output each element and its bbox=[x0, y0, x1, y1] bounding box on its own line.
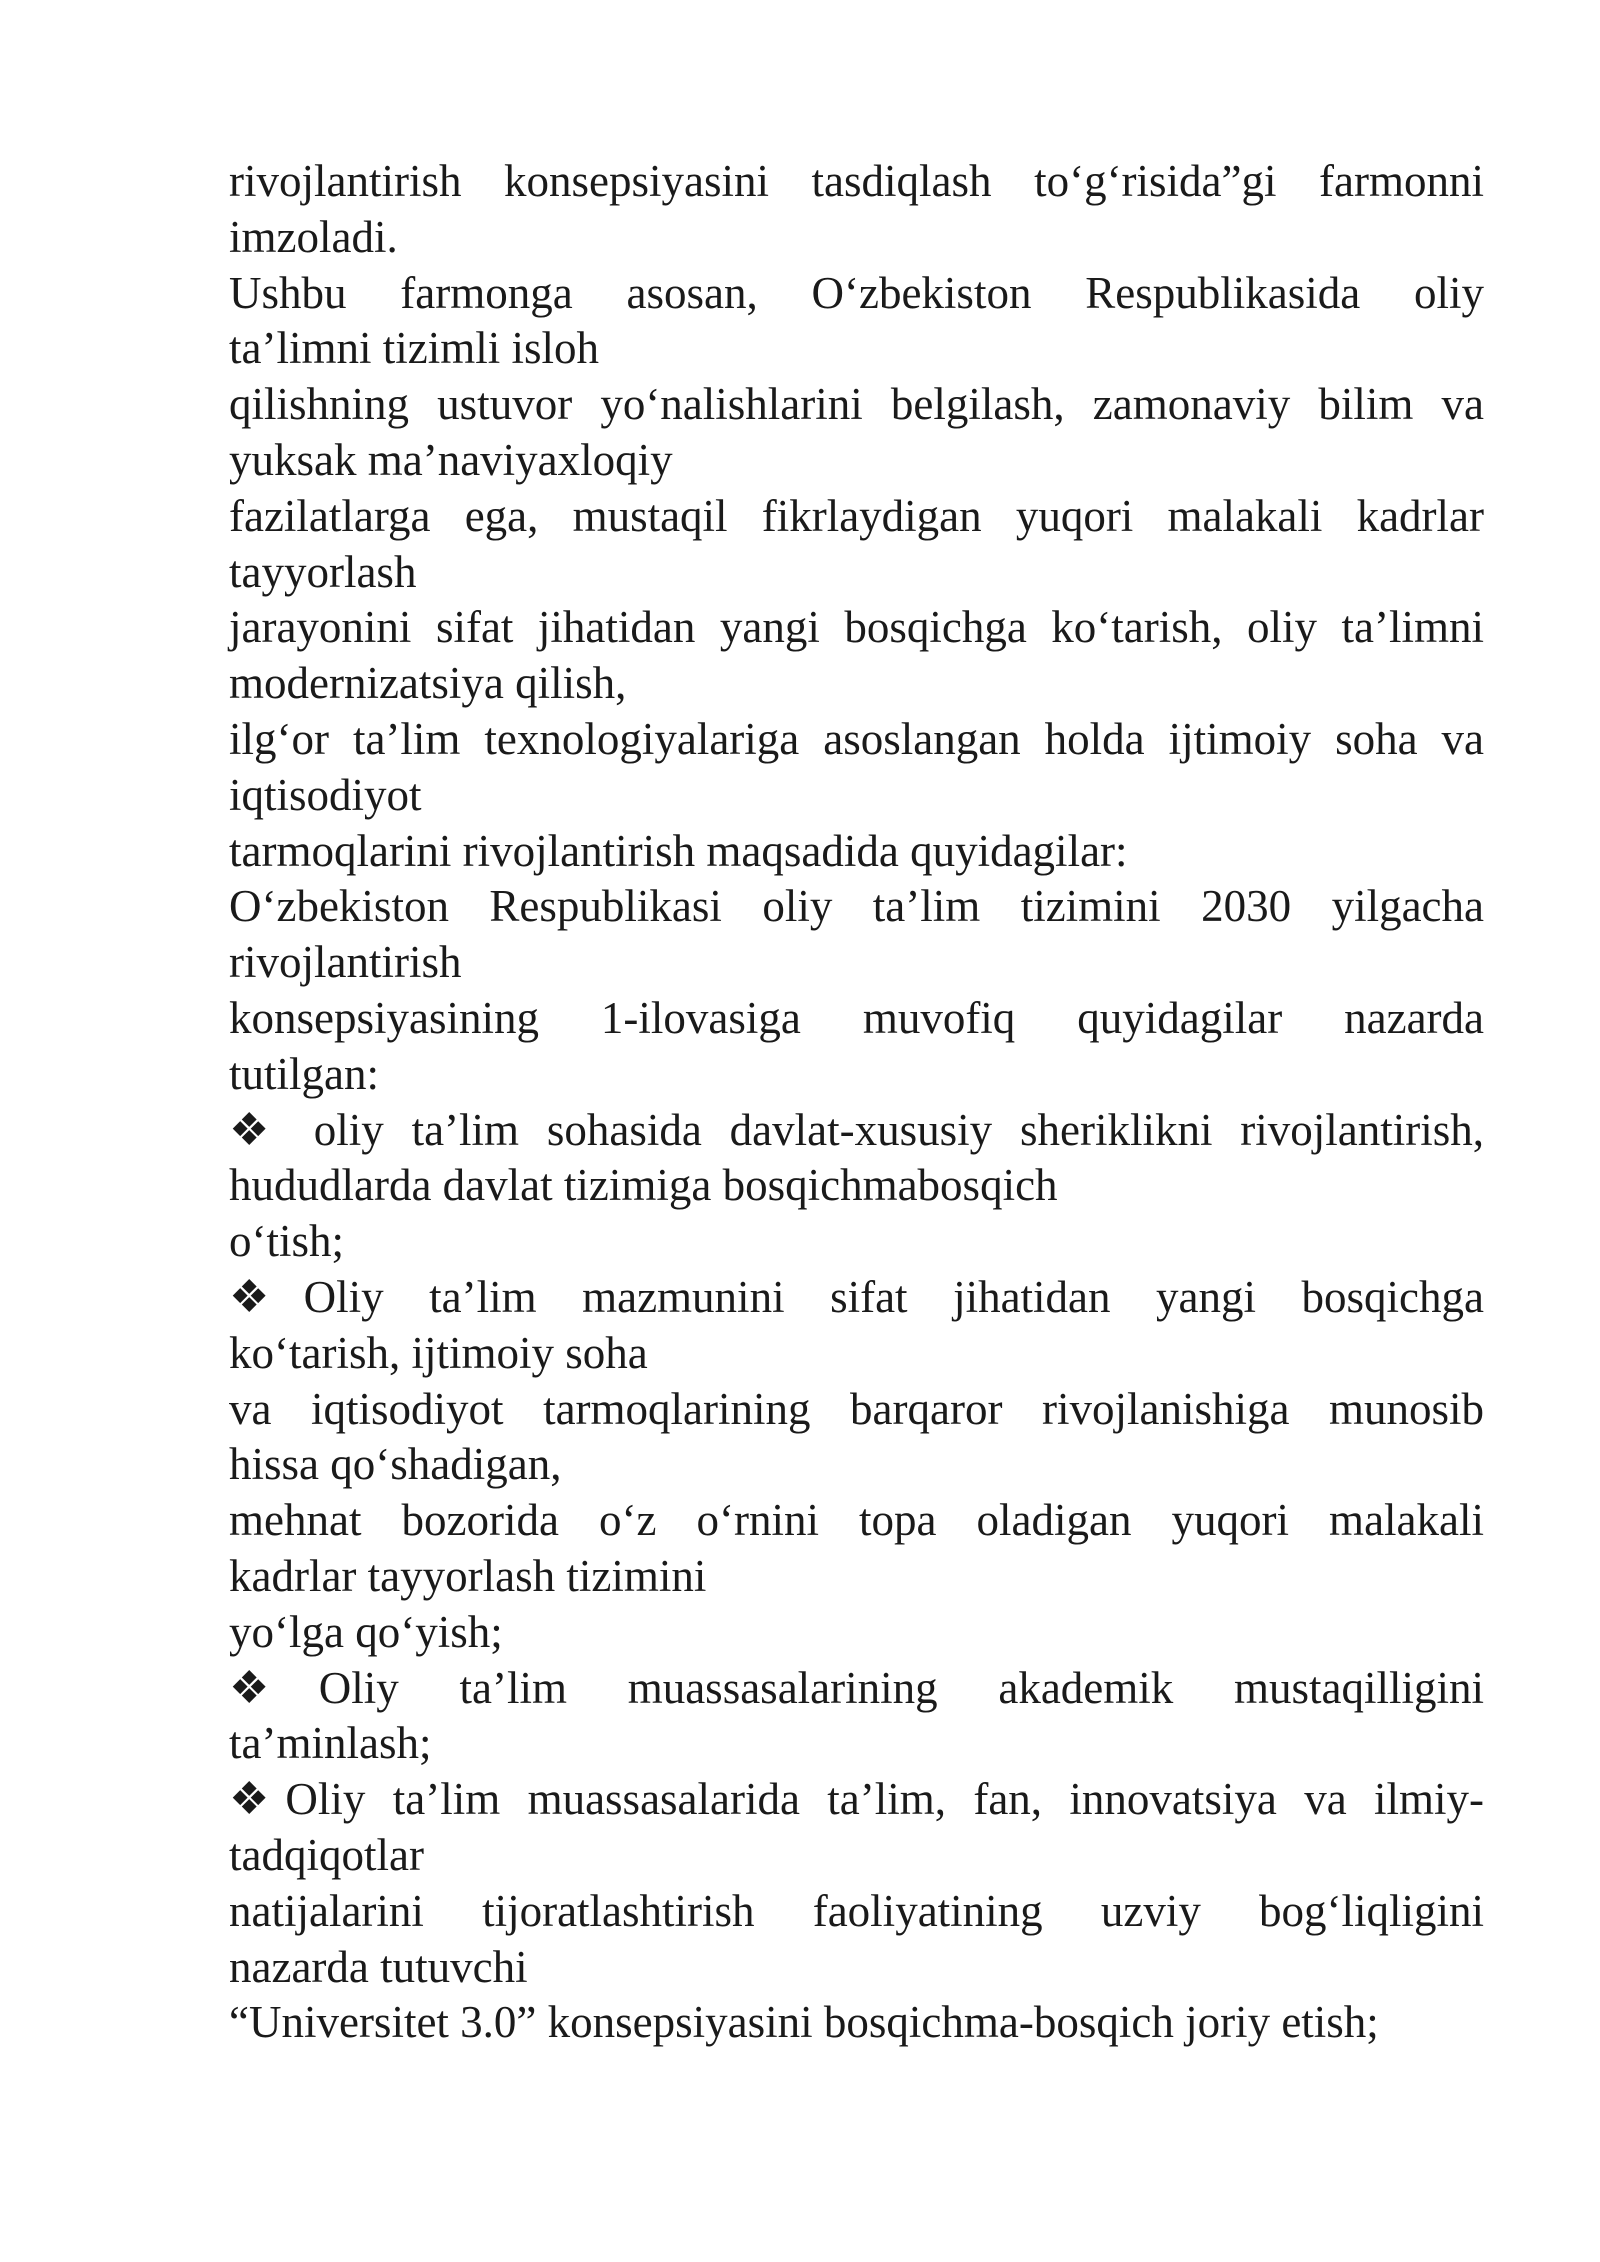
text-line: ilg‘or ta’lim texnologiyalariga asoslangan holda ijtimoiy soha va bbox=[229, 713, 1484, 764]
text-line: va iqtisodiyot tarmoqlarining barqaror rivojlanishiga munosib bbox=[229, 1383, 1484, 1434]
text-line: “Universitet 3.0” konsepsiyasini bosqichma-bosqich joriy etish; bbox=[229, 1997, 1379, 2048]
text-line: ❖Oliy ta’lim mazmunini sifat jihatidan yangi bosqichga bbox=[229, 1271, 1484, 1322]
text-line: kadrlar tayyorlash tizimini bbox=[229, 1550, 707, 1601]
text-line: modernizatsiya qilish, bbox=[229, 658, 627, 709]
body-text bbox=[229, 154, 1484, 2051]
text-line: yo‘lga qo‘yish; bbox=[229, 1606, 503, 1657]
text-line: tarmoqlarini rivojlantirish maqsadida quyidagilar: bbox=[229, 825, 1128, 876]
text-line: natijalarini tijoratlashtirish faoliyatining uzviy bog‘liqligini bbox=[229, 1885, 1484, 1936]
text-line: tutilgan: bbox=[229, 1048, 379, 1099]
text-line: hududlarda davlat tizimiga bosqichmabosqich bbox=[229, 1160, 1058, 1211]
text-line: imzoladi. bbox=[229, 211, 398, 262]
text-line: tadqiqotlar bbox=[229, 1829, 424, 1880]
text-line: iqtisodiyot bbox=[229, 769, 422, 820]
text-line: ta’minlash; bbox=[229, 1718, 432, 1769]
text-line: hissa qo‘shadigan, bbox=[229, 1439, 562, 1490]
text-line: ❖Oliy ta’lim muassasalarida ta’lim, fan, innovatsiya va ilmiy- bbox=[229, 1774, 1484, 1825]
text-line: ta’limni tizimli isloh bbox=[229, 323, 599, 374]
text-line: qilishning ustuvor yo‘nalishlarini belgilash, zamonaviy bilim va bbox=[229, 379, 1484, 430]
text-line: nazarda tutuvchi bbox=[229, 1941, 528, 1992]
text-line: rivojlantirish konsepsiyasini tasdiqlash to‘g‘risida”gi farmonni bbox=[229, 156, 1484, 206]
text-line: o‘tish; bbox=[229, 1216, 345, 1267]
text-line: konsepsiyasining 1-ilovasiga muvofiq quyidagilar nazarda bbox=[229, 992, 1484, 1043]
text-line: ❖ oliy ta’lim sohasida davlat-xususiy sheriklikni rivojlantirish, bbox=[229, 1104, 1484, 1155]
text-line: Ushbu farmonga asosan, O‘zbekiston Respublikasida oliy bbox=[229, 267, 1484, 318]
text-line: rivojlantirish bbox=[229, 937, 462, 988]
text-line: jarayonini sifat jihatidan yangi bosqichga ko‘tarish, oliy ta’limni bbox=[229, 602, 1484, 653]
text-line: yuksak ma’naviyaxloqiy bbox=[229, 434, 673, 485]
text-line: fazilatlarga ega, mustaqil fikrlaydigan yuqori malakali kadrlar bbox=[229, 490, 1484, 541]
text-line: mehnat bozorida o‘z o‘rnini topa oladigan yuqori malakali bbox=[229, 1495, 1484, 1546]
text-line: ko‘tarish, ijtimoiy soha bbox=[229, 1327, 648, 1378]
text-line: tayyorlash bbox=[229, 546, 417, 597]
text-line: ❖Oliy ta’lim muassasalarining akademik mustaqilligini bbox=[229, 1662, 1484, 1713]
text-line: O‘zbekiston Respublikasi oliy ta’lim tizimini 2030 yilgacha bbox=[229, 881, 1484, 932]
